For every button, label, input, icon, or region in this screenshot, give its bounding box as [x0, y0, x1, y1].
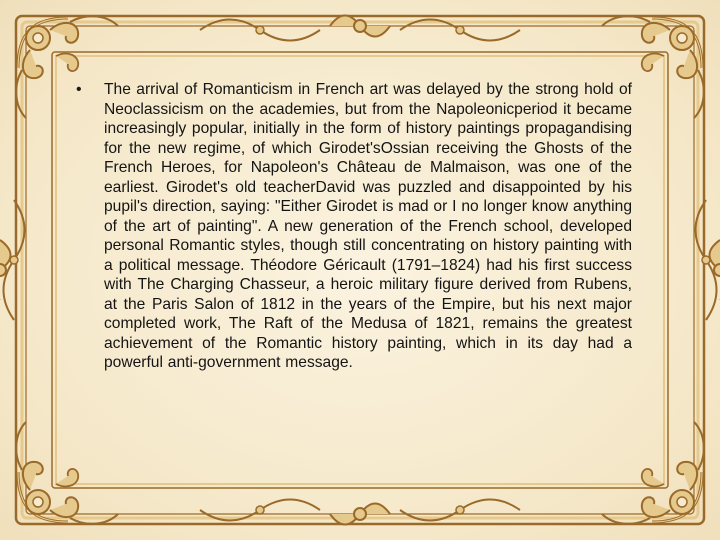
text-content — [76, 80, 632, 373]
bullet-item — [76, 80, 632, 373]
body-paragraph: The arrival of Romanticism in French art was delayed by the strong hold of Neoclassicism on the academies, but from the Napoleonicperiod it became increasingly popular, initially in the form of history paintings propagandising for the new regime, of which Girodet'sOssian receiving the Ghosts of the French Heroes, for Napoleon's Château de Malmaison, was one of the earliest. Girodet's old teacherDavid was puzzled and disappointed by his pupil's direction, saying: "Either Girodet is mad or I no longer know anything of the art of painting". A new generation of the French school, developed personal Romantic styles, though still concentrating on history painting with a political message. Théodore Géricault (1791–1824) had his first success with The Charging Chasseur, a heroic military figure derived from Rubens, at the Paris Salon of 1812 in the years of the Empire, but his next major completed work, The Raft of the Medusa of 1821, remains the greatest achievement of the Romantic history painting, which in its day had a powerful anti-government message. — [104, 81, 632, 371]
bullet-marker: • — [76, 81, 82, 98]
